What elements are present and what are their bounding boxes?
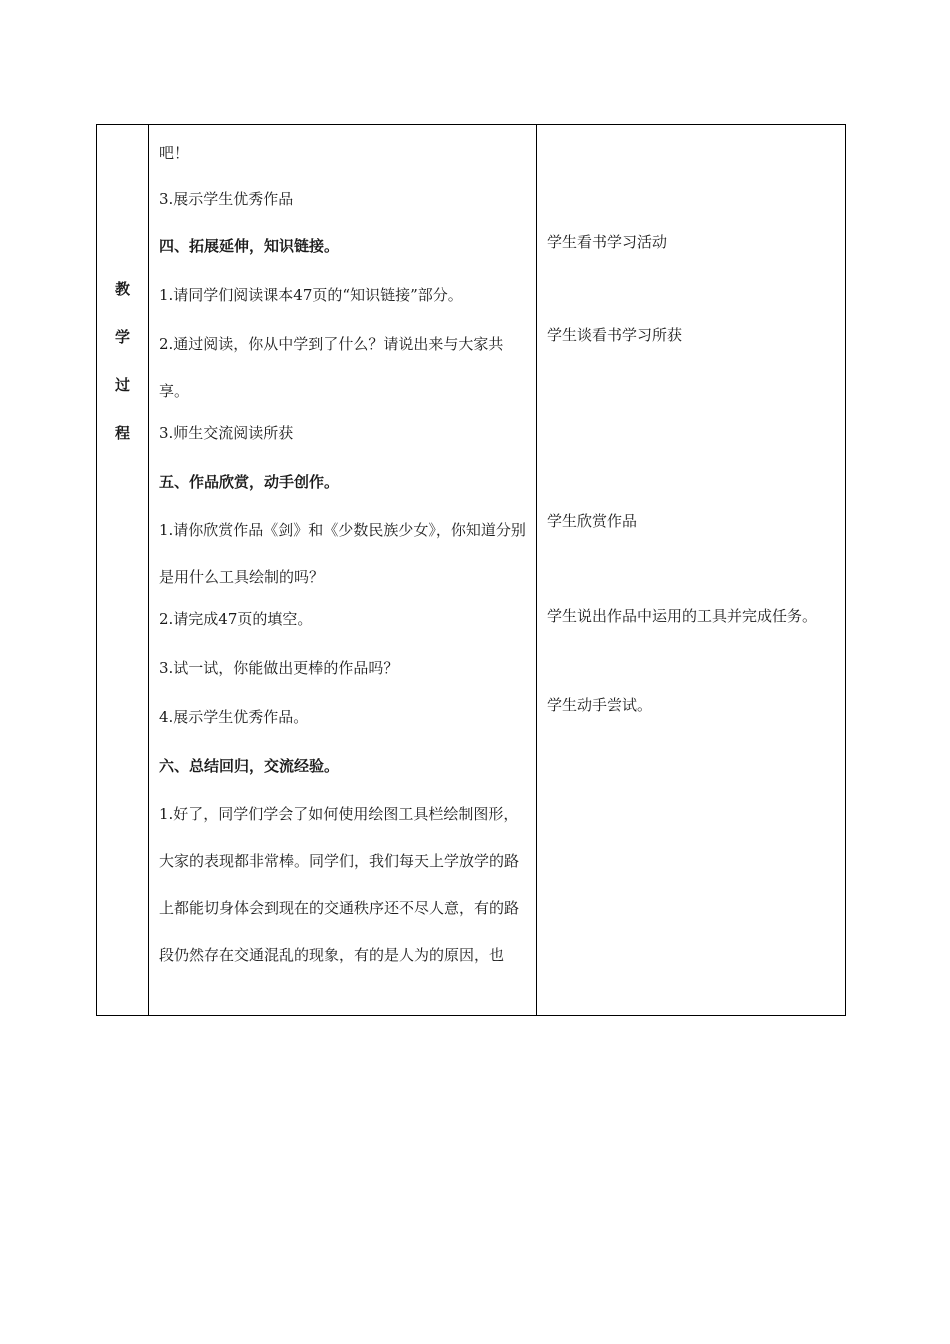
middle-line: 4.展示学生优秀作品。 (159, 708, 309, 726)
column-divider (536, 125, 537, 1015)
side-label-char: 学 (114, 328, 130, 346)
right-line: 学生看书学习活动 (547, 233, 668, 251)
middle-line: 3.试一试，你能做出更棒的作品吗？ (159, 659, 399, 677)
middle-line: 3.展示学生优秀作品 (159, 190, 294, 208)
side-label-char: 过 (114, 376, 130, 394)
section-heading: 五、作品欣赏，动手创作。 (159, 473, 340, 491)
lesson-table (96, 124, 846, 1016)
section-heading: 四、拓展延伸，知识链接。 (159, 237, 340, 255)
right-line: 学生欣赏作品 (547, 512, 638, 530)
middle-line: 2.请完成47页的填空。 (159, 610, 313, 628)
right-line: 学生说出作品中运用的工具并完成任务。 (547, 607, 818, 625)
side-label-char: 教 (114, 280, 130, 298)
middle-line: 1.请同学们阅读课本47页的“知识链接”部分。 (159, 286, 463, 304)
middle-line: 1.请你欣赏作品《剑》和《少数民族少女》，你知道分别是用什么工具绘制的吗？ (159, 521, 526, 586)
middle-line: 2.通过阅读，你从中学到了什么？请说出来与大家共享。 (159, 335, 504, 400)
section-heading: 六、总结回归，交流经验。 (159, 757, 340, 775)
middle-paragraph: 1.好了，同学们学会了如何使用绘图工具栏绘制图形，大家的表现都非常棒。同学们，我们每天上学放学的路上都能切身体会到现在的交通秩序还不尽人意，有的路段仍然存在交通混乱的现象，有的是人为的原因，也 (159, 805, 520, 964)
right-line: 学生动手尝试。 (547, 696, 653, 714)
side-label-char: 程 (114, 424, 130, 442)
middle-line: 3.师生交流阅读所获 (159, 424, 294, 442)
middle-line: 吧！ (159, 144, 190, 162)
column-divider (148, 125, 149, 1015)
right-line: 学生谈看书学习所获 (547, 326, 683, 344)
